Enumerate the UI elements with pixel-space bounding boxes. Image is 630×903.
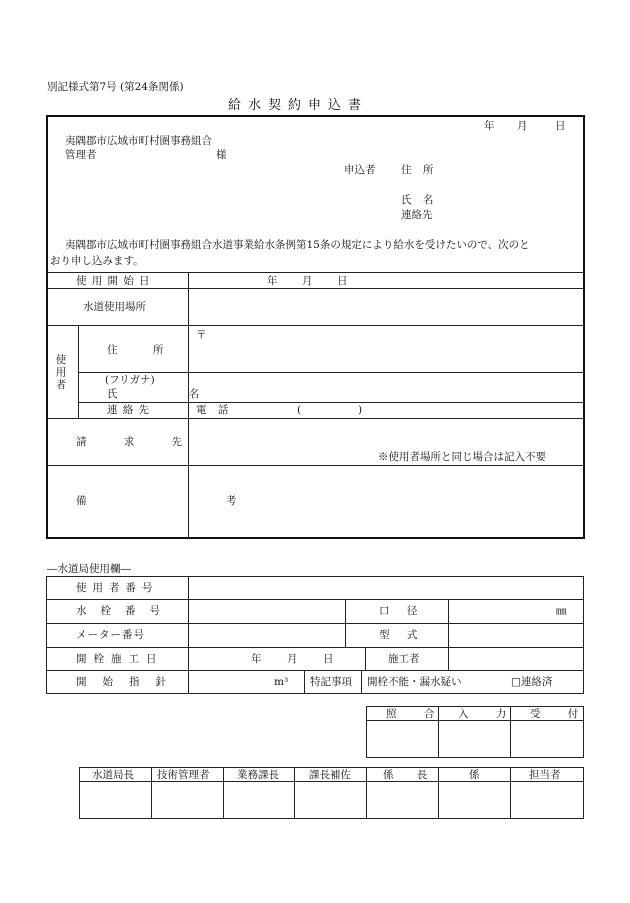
construction-date-label: 開栓施工日 bbox=[76, 653, 164, 665]
contacted-checkbox[interactable]: □連絡済 bbox=[511, 676, 553, 688]
user-group-label: 使用者 bbox=[54, 354, 67, 392]
bore-input[interactable] bbox=[451, 602, 551, 620]
statement-line-2: おり申し込みます。 bbox=[50, 255, 144, 267]
form-number: 別記様式第7号 (第24条関係) bbox=[47, 81, 184, 93]
addressee-role: 管理者 bbox=[65, 149, 97, 161]
bore-unit: ㎜ bbox=[556, 605, 567, 617]
user-address-input[interactable] bbox=[190, 327, 580, 370]
date-year-label: 年 bbox=[484, 120, 495, 132]
start-reading-label: 開始指針 bbox=[76, 676, 182, 688]
office-section-label: ―水道局使用欄― bbox=[47, 563, 131, 575]
start-date-year: 年 bbox=[267, 275, 278, 287]
check-header-receipt: 受 付 bbox=[530, 708, 591, 720]
approval-cell[interactable] bbox=[153, 783, 222, 817]
model-input[interactable] bbox=[451, 626, 581, 644]
hydrant-number-label: 水栓番号 bbox=[76, 605, 174, 617]
approval-header-director: 水道局長 bbox=[92, 769, 134, 781]
postal-mark: 〒 bbox=[196, 329, 207, 341]
start-date-day: 日 bbox=[337, 275, 348, 287]
addressee-org: 夷隅郡市広域市町村圏事務組合 bbox=[65, 135, 212, 147]
construction-date-year: 年 bbox=[251, 653, 262, 665]
honorific: 様 bbox=[216, 149, 227, 161]
check-cell-input[interactable] bbox=[440, 722, 509, 756]
approval-cell[interactable] bbox=[440, 783, 509, 817]
check-cell-receipt[interactable] bbox=[512, 722, 582, 756]
construction-date-month: 月 bbox=[287, 653, 298, 665]
statement-line-1: 夷隅郡市広域市町村圏事務組合水道事業給水条例第15条の規定により給水を受けたいので、次のと bbox=[65, 239, 530, 251]
approval-header-tech-manager: 技術管理者 bbox=[157, 769, 210, 781]
approval-header-deputy-chief: 課長補佐 bbox=[309, 769, 351, 781]
approval-cell[interactable] bbox=[296, 783, 365, 817]
construction-date-day: 日 bbox=[323, 653, 334, 665]
date-day-label: 日 bbox=[555, 120, 566, 132]
meter-number-input[interactable] bbox=[190, 626, 342, 644]
phone-label: 電 話 bbox=[196, 404, 233, 416]
form-title: 給水契約申込書 bbox=[228, 98, 369, 113]
user-number-label: 使用者番号 bbox=[76, 582, 159, 594]
meter-number-label: メーター番号 bbox=[76, 629, 145, 641]
approval-cell[interactable] bbox=[512, 783, 582, 817]
special-notes-label: 特記事項 bbox=[310, 676, 352, 688]
hydrant-number-input[interactable] bbox=[190, 602, 342, 620]
user-number-input[interactable] bbox=[190, 579, 580, 597]
reading-unit: m³ bbox=[274, 676, 289, 688]
phone-paren-close: ) bbox=[358, 404, 363, 416]
start-reading-input[interactable] bbox=[190, 673, 270, 691]
approval-cell[interactable] bbox=[225, 783, 293, 817]
furigana-label: (フリガナ) bbox=[105, 374, 155, 386]
approval-header-section-chief: 業務課長 bbox=[237, 769, 279, 781]
start-date-label: 使用開始日 bbox=[76, 275, 155, 287]
user-address-label: 住 所 bbox=[107, 344, 180, 356]
approval-cell[interactable] bbox=[368, 783, 437, 817]
applicant-label: 申込者 bbox=[344, 164, 376, 176]
contractor-input[interactable] bbox=[451, 650, 581, 668]
check-cell-verify[interactable] bbox=[368, 722, 437, 756]
special-option[interactable]: 開栓不能・漏水疑い bbox=[367, 676, 462, 688]
location-input[interactable] bbox=[190, 290, 580, 323]
approval-header-staff: 担当者 bbox=[529, 769, 561, 781]
approval-header-unit: 係 bbox=[469, 769, 480, 781]
remarks-label: 備 考 bbox=[76, 495, 305, 507]
date-month-label: 月 bbox=[517, 120, 528, 132]
approval-cell[interactable] bbox=[81, 783, 150, 817]
remarks-input[interactable] bbox=[190, 467, 580, 535]
billing-note: ※使用者場所と同じ場合は記入不要 bbox=[378, 451, 546, 463]
user-name-label: 氏 名 bbox=[107, 388, 234, 400]
model-label: 型 式 bbox=[379, 629, 425, 641]
applicant-address-label: 住 所 bbox=[401, 164, 438, 176]
construction-date-input[interactable] bbox=[190, 650, 362, 668]
approval-header-unit-chief: 係 長 bbox=[383, 769, 438, 781]
contractor-label: 施工者 bbox=[388, 653, 420, 665]
phone-paren-open: ( bbox=[297, 404, 302, 416]
user-name-input[interactable] bbox=[190, 374, 580, 401]
applicant-contact-label: 連絡先 bbox=[401, 209, 433, 221]
check-header-input: 入 力 bbox=[458, 708, 519, 720]
start-date-input[interactable] bbox=[190, 274, 580, 287]
billing-input[interactable] bbox=[190, 420, 580, 450]
start-date-month: 月 bbox=[302, 275, 313, 287]
check-header-verify: 照 合 bbox=[386, 708, 447, 720]
billing-label: 請 求 先 bbox=[76, 436, 200, 448]
applicant-name-label: 氏 名 bbox=[401, 194, 438, 206]
phone-input[interactable] bbox=[240, 404, 580, 417]
user-contact-label: 連絡先 bbox=[107, 404, 155, 416]
location-label: 水道使用場所 bbox=[83, 301, 146, 313]
bore-label: 口 径 bbox=[379, 605, 425, 617]
